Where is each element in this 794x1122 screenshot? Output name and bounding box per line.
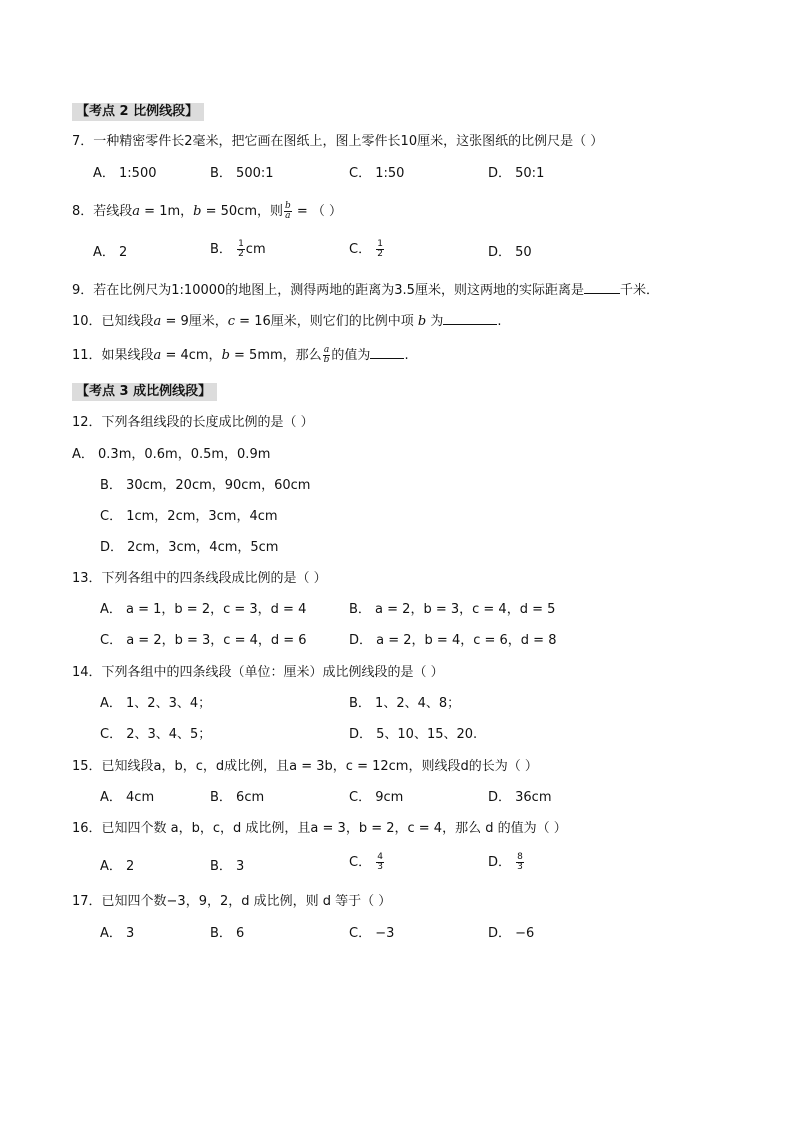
answer-blank	[370, 346, 404, 359]
question-17-option-a: A． 3	[100, 926, 135, 941]
question-16-option-c: C． $\frac{4}{3}$	[349, 852, 383, 872]
section-3-header: 【考点 3 成比例线段】	[72, 383, 217, 401]
question-9-stem: 9．若在比例尺为1:10000的地图上，测得两地的距离为3.5厘米，则这两地的实际距离是 千米．	[72, 283, 659, 298]
question-12-option-d: D． 2cm，3cm，4cm，5cm	[100, 540, 279, 555]
question-12-stem: 12．下列各组线段的长度成比例的是（ ）	[72, 415, 314, 430]
question-12-option-a: A． 0.3m，0.6m，0.5m，0.9m	[72, 447, 271, 462]
question-15-stem: 15．已知线段a，b，c，d成比例，且a = 3b，c = 12cm，则线段d的长为（ ）	[72, 759, 538, 774]
question-14-stem: 14．下列各组中的四条线段（单位：厘米）成比例线段的是（ ）	[72, 665, 444, 680]
answer-blank	[443, 312, 497, 325]
answer-blank	[584, 281, 620, 294]
question-7-stem: 7．一种精密零件长2毫米，把它画在图纸上，图上零件长10厘米，这张图纸的比例尺是（ ）	[72, 134, 604, 149]
question-7-option-a: A． 1:500	[93, 166, 157, 181]
question-14-option-b: B． 1、2、4、8；	[349, 696, 461, 711]
question-14-option-c: C． 2、3、4、5；	[100, 727, 212, 742]
question-17-option-b: B． 6	[210, 926, 245, 941]
fraction-b-over-a: $\frac{b}{a}$	[284, 201, 291, 221]
section-2-header: 【考点 2 比例线段】	[72, 103, 204, 121]
question-7-option-c: C． 1:50	[349, 166, 405, 181]
question-15-option-d: D． 36cm	[488, 790, 552, 805]
question-8-option-a: A． 2	[93, 245, 128, 260]
question-17-stem: 17．已知四个数−3，9，2，d 成比例，则 d 等于（ ）	[72, 894, 392, 909]
question-14-option-a: A． 1、2、3、4；	[100, 696, 212, 711]
question-11-stem: 11．如果线段a = 4cm，b = 5mm，那么 $\frac{a}{b}$ 的值为 .	[72, 345, 409, 365]
question-8-option-d: D． 50	[488, 245, 532, 260]
question-8-stem: 8．若线段a = 1m，b = 50cm，则 $\frac{b}{a}$ = （ ）	[72, 201, 343, 221]
question-7-option-b: B． 500:1	[210, 166, 274, 181]
fraction-a-over-b: $\frac{a}{b}$	[323, 345, 330, 365]
question-13-option-d: D． a = 2，b = 4，c = 6，d = 8	[349, 633, 557, 648]
question-12-option-b: B． 30cm，20cm，90cm，60cm	[100, 478, 311, 493]
question-10-stem: 10．已知线段a = 9厘米，c = 16厘米，则它们的比例中项 b 为 .	[72, 314, 502, 329]
question-15-option-c: C． 9cm	[349, 790, 404, 805]
question-17-option-d: D． −6	[488, 926, 535, 941]
question-16-stem: 16．已知四个数 a，b，c，d 成比例，且a = 3，b = 2，c = 4，那么 d 的值为（ ）	[72, 821, 567, 836]
question-13-option-b: B． a = 2，b = 3，c = 4，d = 5	[349, 602, 556, 617]
question-16-option-b: B． 3	[210, 859, 245, 874]
question-8-option-b: B． $\frac{1}{2}$ cm	[210, 239, 266, 259]
question-13-option-c: C． a = 2，b = 3，c = 4，d = 6	[100, 633, 307, 648]
question-16-option-d: D． $\frac{8}{3}$	[488, 852, 523, 872]
question-7-option-d: D． 50:1	[488, 166, 545, 181]
question-17-option-c: C． −3	[349, 926, 395, 941]
question-12-option-c: C． 1cm，2cm，3cm，4cm	[100, 509, 278, 524]
question-15-option-b: B． 6cm	[210, 790, 265, 805]
question-16-option-a: A． 2	[100, 859, 135, 874]
question-13-stem: 13．下列各组中的四条线段成比例的是（ ）	[72, 571, 327, 586]
question-15-option-a: A． 4cm	[100, 790, 155, 805]
question-14-option-d: D． 5、10、15、20.	[349, 727, 478, 742]
question-8-option-c: C． $\frac{1}{2}$	[349, 239, 383, 259]
question-13-option-a: A． a = 1，b = 2，c = 3，d = 4	[100, 602, 307, 617]
